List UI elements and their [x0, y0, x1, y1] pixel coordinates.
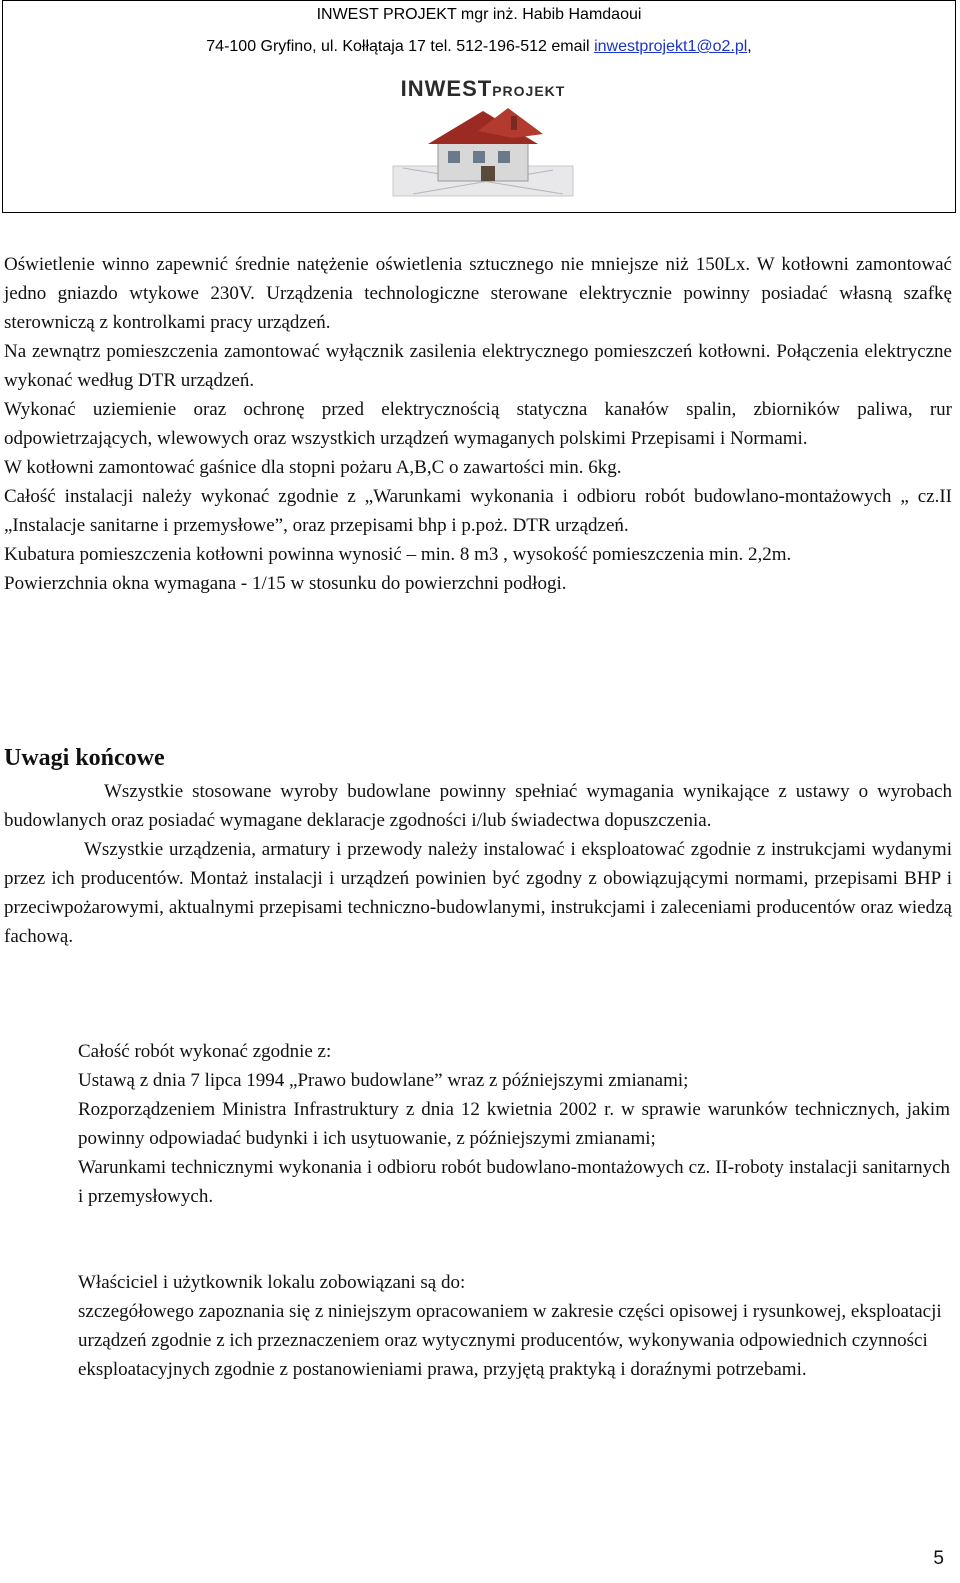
- paragraph-window: Powierzchnia okna wymagana - 1/15 w stosunku do powierzchni podłogi.: [4, 573, 567, 594]
- company-address: [3, 38, 955, 56]
- owner-obligations: [78, 1268, 950, 1384]
- paragraph-devices: Wszystkie urządzenia, armatury i przewody należy instalować i eksploatować zgodnie z instrukcjami wydanymi przez ich producentów. Montaż instalacji i urządzeń powinien być zgodny z obowiązującymi normami, przepisami BHP i przeciwpożarowymi, aktualnymi przepisami techniczno-budowlanymi, instrukcjami i zaleceniami producentów oraz wiedzą fachową.: [4, 839, 952, 947]
- address-suffix: ,: [747, 38, 752, 55]
- compliance-item: Warunkami technicznymi wykonania i odbioru robót budowlano-montażowych cz. II-roboty instalacji sanitarnych i przemysłowych.: [78, 1157, 950, 1207]
- email-link[interactable]: inwestprojekt1@o2.pl: [594, 38, 748, 55]
- paragraph-products: Wszystkie stosowane wyroby budowlane powinny spełniać wymagania wynikające z ustawy o wyrobach budowlanych oraz posiadać wymagane deklaracje zgodności i/lub świadectwa dopuszczenia.: [4, 781, 952, 831]
- address-text: 74-100 Gryfino, ul. Kołłątaja 17 tel. 512-196-512 email: [206, 38, 595, 55]
- paragraph-grounding: Wykonać uziemienie oraz ochronę przed elektrycznością statyczna kanałów spalin, zbiorników paliwa, rur odpowietrzających, wlewowych oraz wszystkich urządzeń wymaganych polskimi Przepisami i Normami.: [4, 399, 952, 449]
- compliance-list: [78, 1037, 950, 1211]
- letterhead: [2, 0, 956, 213]
- final-remarks: [4, 777, 952, 951]
- paragraph-lighting: Oświetlenie winno zapewnić średnie natężenie oświetlenia sztucznego nie mniejsze niż 150Lx. W kotłowni zamontować jedno gniazdo wtykowe 230V. Urządzenia technologiczne sterowane elektrycznie powinny posiadać własną szafkę sterowniczą z kontrolkami pracy urządzeń.: [4, 254, 952, 333]
- paragraph-installation: Całość instalacji należy wykonać zgodnie z „Warunkami wykonania i odbioru robót budowlano-montażowych „ cz.II „Instalacje sanitarne i przemysłowe”, oraz przepisami bhp i p.poż. DTR urządzeń.: [4, 486, 952, 536]
- house-logo-icon: [383, 96, 583, 206]
- owners-intro: Właściciel i użytkownik lokalu zobowiązani są do:: [78, 1272, 466, 1293]
- company-name: INWEST PROJEKT mgr inż. Habib Hamdaoui: [316, 6, 642, 23]
- technical-description: [4, 250, 952, 598]
- compliance-item: Ustawą z dnia 7 lipca 1994 „Prawo budowlane” wraz z późniejszymi zmianami;: [78, 1070, 689, 1091]
- compliance-intro: Całość robót wykonać zgodnie z:: [78, 1041, 332, 1062]
- company-logo: [353, 76, 613, 211]
- paragraph-switch: Na zewnątrz pomieszczenia zamontować wyłącznik zasilenia elektrycznego pomieszczeń kotłowni. Połączenia elektryczne wykonać według DTR urządzeń.: [4, 341, 952, 391]
- paragraph-extinguishers: W kotłowni zamontować gaśnice dla stopni pożaru A,B,C o zawartości min. 6kg.: [4, 457, 622, 478]
- section-heading: Uwagi końcowe: [4, 745, 165, 771]
- owners-text: szczegółowego zapoznania się z niniejszym opracowaniem w zakresie części opisowej i rysunkowej, eksploatacji urządzeń zgodnie z ich przeznaczeniem oraz wytycznymi producentów, wykonywania odpowiednich czynności eksploatacyjnych zgodnie z postanowieniami prawa, przyjętą praktyką i doraźnymi potrzebami.: [78, 1301, 942, 1380]
- page-number: 5: [933, 1548, 944, 1569]
- logo-wordmark: INWESTPROJEKT: [400, 76, 566, 101]
- compliance-item: Rozporządzeniem Ministra Infrastruktury z dnia 12 kwietnia 2002 r. w sprawie warunków technicznych, jakim powinny odpowiadać budynki i ich usytuowanie, z późniejszymi zmianami;: [78, 1099, 950, 1149]
- paragraph-volume: Kubatura pomieszczenia kotłowni powinna wynosić – min. 8 m3 , wysokość pomieszczenia min. 2,2m.: [4, 544, 792, 565]
